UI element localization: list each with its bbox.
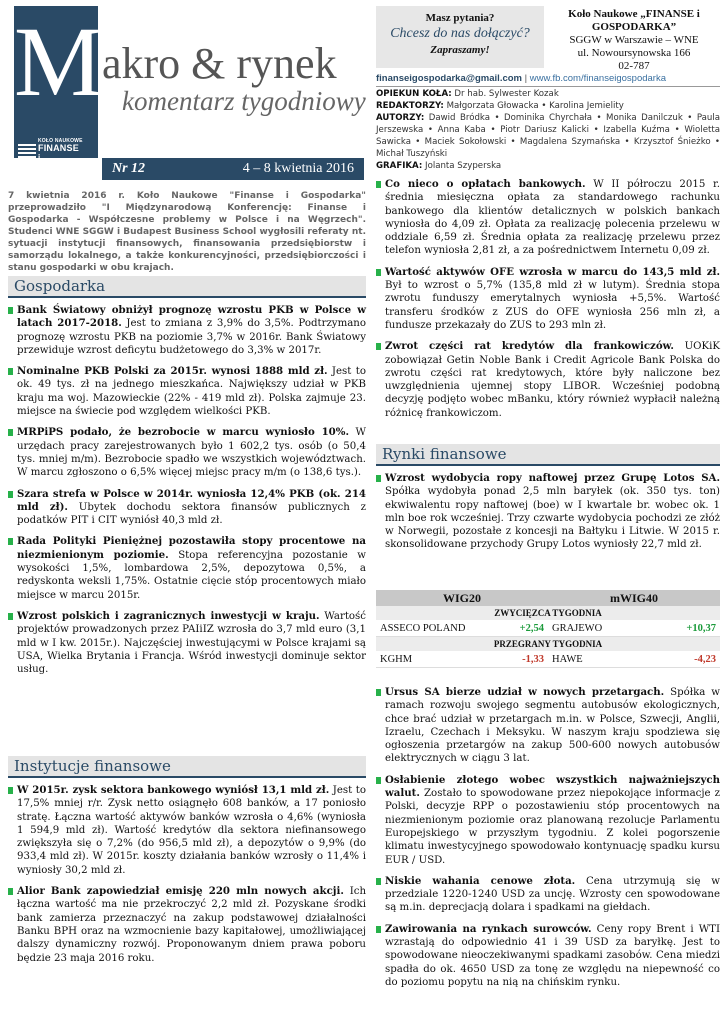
article-lotos [376, 472, 720, 552]
email-link[interactable]: finanseigospodarka@gmail.com [376, 73, 522, 84]
article-headline: Ursus SA bierze udział w nowych przetargach. [385, 686, 665, 698]
article-body: Ich łączna wartość ma nie przekroczyć 2,2 mld zł. Pozyskane środki bank zamierza przeznaczyć na zakup podstawowej działalności Banku BPH oraz na wzmocnienie bazy kapitałowej, umożliwiającej dalszy dynamiczny rozwój. Proponowanym dniem prawa poboru będzie 23 maja 2016 roku. [17, 886, 367, 964]
editorial-box [376, 88, 720, 172]
quotes-losers-label: PRZEGRANY TYGODNIA [376, 637, 720, 651]
autorzy-label: AUTORZY: [376, 113, 425, 123]
quotes-winners-label: ZWYCIĘZCA TYGODNIA [376, 606, 720, 620]
issue-number: Nr 12 [112, 161, 146, 176]
table-row [376, 651, 720, 668]
article-inwestycje [8, 610, 366, 676]
article-headline: Zwrot części rat kredytów dla frankowiczów. [385, 340, 674, 353]
article-body: Wartość projektów prowadzonych przez PAIiIZ wzrosła do 3,7 mld euro (3,1 mld w I kw. 2015r.). Najczęściej inwestującymi w Polsce krajami są USA, Wielka Brytania i Francja. Wśród inwestycji dominuje sektor usług. [17, 610, 366, 676]
article-rpp [8, 535, 366, 601]
facebook-link[interactable]: www.fb.com/finanseigospodarka [529, 73, 666, 84]
article-headline: MRPiPS podało, że bezrobocie w marcu wyniosło 10%. [17, 426, 349, 439]
logo-sub-line2: FINANSE [38, 143, 79, 153]
right-column-lower [376, 686, 720, 989]
quote-change: -1,33 [522, 654, 544, 665]
article-headline: Niskie wahania cenowe złota. [385, 874, 576, 887]
article-headline: Osłabienie złotego wobec wszystkich najważniejszych walut. [385, 773, 720, 800]
article-body: Jest to ok. 49 tys. zł na jednego mieszkańca. Największy udział w PKB kraju ma woj. Mazowieckie (22% - 419 mld zł). Polska zajmuje 23. miejsce na świecie pod względem wielkości PKB. [17, 366, 366, 418]
article-body: UOKiK zobowiązał Getin Noble Bank i Credit Agricole Bank Polska do zwrotu części rat kredytowych, które były naliczone bez uwzględnienia ujemnej stopy LIBOR. Wcześniej podobną decyzję podjęto wobec mBanku, który również wypłacił należną różnicę frankowiczom. [385, 341, 720, 419]
logo-subtitle [38, 138, 98, 171]
quote-name: HAWE [552, 654, 583, 665]
quote-name: KGHM [380, 654, 413, 665]
issue-bar [102, 158, 364, 180]
question-line3: Zapraszamy! [430, 44, 490, 56]
contact-line [376, 73, 720, 85]
article-body: Ubytek dochodu sektora finansów publicznych z podatków PIT i CIT wyniósł 40,3 mld zł. [17, 501, 366, 527]
autorzy-value: Dawid Bródka • Dominika Chyrchała • Monika Danilczuk • Paula Jerszewska • Anna Kaba • Piotr Dariusz Kalicki • Izabella Kuźma • Wioletta Sawicka • Maciek Sokołowski • Magdalena Szymańska • Krzysztof Śnieżko • Michał Tuszyński [376, 113, 720, 159]
question-line2: Chcesz do nas dołączyć? [390, 26, 530, 41]
section-header-instytucje: Instytucje finansowe [8, 756, 366, 778]
article-body: Jest to 17,5% mniej r/r. Zysk netto osiągnęło 608 banków, a 17 poniosło stratę. Łączna wartość aktywów banków wzrosła o 4,6% (wyniosła 1 594,9 mld zł). Wartość kredytów dla sektora niefinansowego zwiększyła się o 7,2% (do 956,5 mld zł), a depozytów o 9,9% (do 933,4 mld zł). W 2015r. koszty działania banków wzrosły o 11,4% i wyniosły 30,2 mld zł. [17, 785, 366, 876]
logo-sub-line3: i GOSPODARKA [38, 153, 99, 171]
right-column-markets [376, 444, 720, 552]
article-body: Był to wzrost o 5,7% (135,8 mld zł w lutym). Średnia stopa zwrotu funduszy emerytalnych wyniosła +5,5%. Wartość transferu środków z ZUS do OFE wyniosła 256 mln zł, a fundusze przekazały do ZUS to 293 mln zł. [385, 280, 720, 331]
right-column [376, 178, 720, 420]
article-zloto [376, 875, 720, 915]
page-title: akro & rynek [102, 39, 337, 88]
article-headline: Wartość aktywów OFE wzrosła w marcu do 143,5 mld zł. [385, 265, 720, 278]
article-headline: Co nieco o opłatach bankowych. [385, 178, 586, 190]
article-body: W II półroczu 2015 r. średnia miesięczna opłata za standardowego rachunku bankowego dla klientów detalicznych w polskich bankach wyniosła do 4,09 zł. Opłata za realizację polecenia przelewu w oddziale 6,59 zł. Średnia opłata za realizację przelewu przez telefon wyniosła 2,81 zł, a za pośrednictwem Internetu 0,09 zł. [385, 179, 720, 257]
quote-change: -4,23 [694, 654, 716, 665]
article-ursus [376, 686, 720, 766]
article-headline: Bank Światowy obniżył prognozę wzrostu PKB w Polsce w latach 2017-2018. [17, 304, 366, 330]
article-headline: W 2015r. zysk sektora bankowego wyniósł 13,1 mld zł. [17, 784, 330, 796]
club-line4: ul. Nowoursynowska 166 [577, 47, 691, 59]
article-body: Stopa referencyjna pozostanie w wysokości 1,5%, lombardowa 2,5%, depozytowa 0,5%, a redyskonta weksli 1,75%. Ostatnie cięcie stóp procentowych miało miejsce w marcu 2015r. [17, 549, 366, 601]
article-body: Spółka w ramach rozwoju swojego segmentu autobusów ekologicznych, chce brać udział w przetargach m.in. w Polsce, Szwecji, Anglii, Izraelu, Czechach i Meksyku. W naszym kraju spodziewa się ogłoszenia przetargów na zakup 500-600 nowych autobusów elektrycznych w ciągu 3 lat. [385, 687, 720, 765]
left-column-lower [8, 756, 366, 965]
article-headline: Wzrost polskich i zagranicznych inwestycji w kraju. [17, 609, 320, 622]
left-column [8, 276, 366, 676]
article-body: W urzędach pracy zarejestrowanych było 1 602,2 tys. osób (o 50,4 tys. mniej m/m). Bezrobocie spadło we wszystkich województwach. W marcu zgłoszono o 6,5% więcej miejsc pracy m/m (o 138,6 tys.). [17, 427, 366, 479]
article-bank-swiatowy [8, 304, 366, 357]
logo [14, 6, 103, 171]
article-headline: Alior Bank zapowiedział emisję 220 mln nowych akcji. [17, 885, 344, 898]
article-surowce [376, 923, 720, 989]
grafika-value: Jolanta Szyperska [422, 161, 502, 171]
quotes-header [376, 590, 720, 606]
quote-change: +2,54 [519, 623, 544, 634]
section-header-rynki: Rynki finansowe [376, 444, 720, 466]
club-name-line2: GOSPODARKA” [591, 21, 677, 33]
article-body: Spółka wydobyła ponad 2,5 mln baryłek (ok. 350 tys. ton) ekwiwalentu ropy naftowej (boe) w I kwartale br. wobec ok. 1 mln boe rok wcześniej. Trzy czwarte wydobycia pochodzi ze złóż w Norwegii, pozostałe z koncesji na Bałtyku i Litwie. W 2015 r. skonsolidowane przychody Grupy Lotos wyniosły 22,7 mld zł. [385, 486, 720, 551]
quote-change: +10,37 [686, 623, 716, 634]
club-line3: SGGW w Warszawie – WNE [569, 34, 699, 46]
redaktorzy-value: Małgorzata Głowacka • Karolina Jemielity [443, 101, 624, 111]
intro-text: 7 kwietnia 2016 r. Koło Naukowe "Finanse i Gospodarka" przeprowadziło "I Międzynarodową Konferencję: Finanse i Gospodarka - Współczesne problemy w Polsce i na Węgrzech". Studenci WNE SGGW i Budapest Business School wygłosili referaty nt. sytuacji instytucji finansowych, finansowania przedsiębiorstw i samorządu lokalnego, a także konkurencyjności, przedsiębiorczości i stanu gospodarki w obu krajach. [8, 191, 366, 273]
article-headline: Zawirowania na rynkach surowców. [385, 922, 592, 935]
question-line1: Masz pytania? [425, 12, 495, 24]
redaktorzy-label: REDAKTORZY: [376, 101, 444, 111]
section-header-gospodarka: Gospodarka [8, 276, 366, 298]
article-szara-strefa [8, 488, 366, 528]
opiekun-value: Dr hab. Sylwester Kozak [451, 89, 559, 99]
page-subtitle: komentarz tygodniowy [122, 86, 366, 116]
article-alior-bank [8, 885, 366, 965]
question-box [376, 6, 544, 68]
article-body: Ceny ropy Brent i WTI wzrastają do odpowiednio 41 i 39 USD za baryłkę. Jest to spowodowane nieoczekiwanymi spadkami zasobów. Cena miedzi spadła do ok. 4650 USD za tonę ze względu na niepewność co do poziomu popytu na nią na chińskim rynku. [385, 923, 720, 988]
article-headline: Nominalne PKB Polski za 2015r. wynosi 1888 mld zł. [17, 365, 328, 378]
article-zloty [376, 774, 720, 867]
grafika-label: GRAFIKA: [376, 161, 423, 171]
contact-separator: | [522, 73, 530, 84]
logo-lines-icon [18, 144, 36, 160]
article-headline: Rada Polityki Pieniężnej pozostawiła stopy procentowe na niezmienionym poziomie. [17, 535, 366, 561]
opiekun-label: OPIEKUN KOŁA: [376, 89, 452, 99]
issue-dates: 4 – 8 kwietnia 2016 [242, 161, 354, 176]
article-body: Cena utrzymują się w przedziale 1220-1240 USD za uncję. Wzrosty cen spowodowane są m.in. deprecjacją dolara i spadkami na giełdach. [385, 875, 721, 914]
article-headline: Szara strefa w Polsce w 2014r. wyniosła 12,4% PKB (ok. 214 mld zł). [17, 487, 366, 513]
logo-sub-line1: KOŁO NAUKOWE [38, 138, 83, 144]
article-body: Jest to zmiana z 3,9% do 3,5%. Podtrzymano prognozę wzrostu PKB na poziomie 3,7% w 2016r. Bank Światowy przewiduje wzrost deficytu budżetowego do 3,3% w 2017r. [17, 318, 366, 356]
article-bezrobocie [8, 426, 366, 479]
quotes-col-wig20: WIG20 [442, 591, 481, 605]
quotes-table [376, 590, 720, 668]
quote-name: ASSECO POLAND [380, 623, 466, 634]
article-oplaty-bankowe [376, 178, 720, 258]
article-zysk-sektora [8, 784, 366, 877]
article-nominalne-pkb [8, 365, 366, 418]
article-ofe [376, 266, 720, 332]
club-name-line1: Koło Naukowe „FINANSE i [568, 8, 700, 20]
logo-letter: M [14, 6, 103, 117]
table-row [376, 620, 720, 637]
club-info [548, 8, 720, 73]
article-frankowicze [376, 340, 720, 420]
article-headline: Wzrost wydobycia ropy naftowej przez Grupę Lotos SA. [385, 472, 720, 484]
quotes-col-mwig40: mWIG40 [610, 591, 658, 605]
club-line5: 02-787 [618, 60, 650, 72]
article-body: Zostało to spowodowane przez niepokojące informacje z Polski, decyzje RPP o pozostawieniu stóp procentowych na niezmienionym poziomie oraz planowaną rezolucje Parlamentu Europejskiego w przyszłym tygodniu. Z kolei pogorszenie klimatu inwestycyjnego spowodowało kontynuację spadku kursu EUR / USD. [385, 788, 720, 866]
quote-name: GRAJEWO [552, 623, 603, 634]
divider [376, 86, 720, 87]
